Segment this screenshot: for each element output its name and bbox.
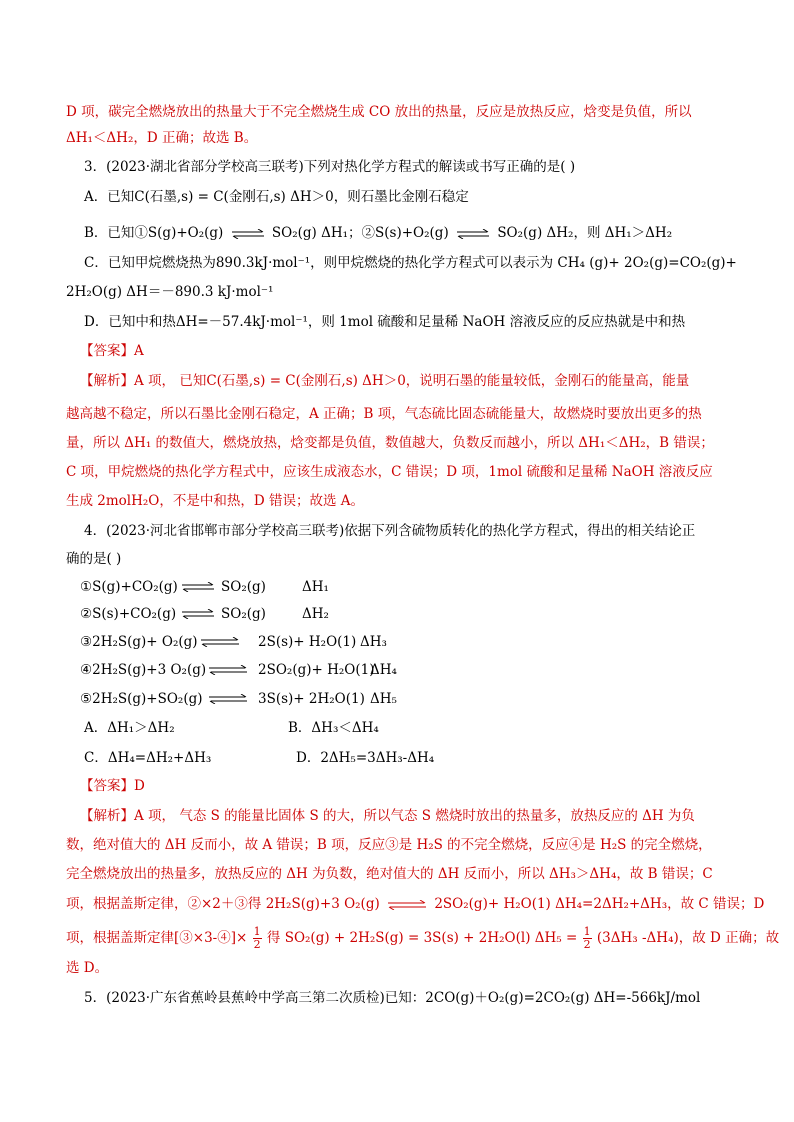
equilibrium-arrow-icon <box>387 900 427 910</box>
fraction-numerator: 1 <box>583 925 591 938</box>
q4-explanation-line6: 选 D。 <box>66 960 109 976</box>
equilibrium-arrow-icon <box>200 637 240 647</box>
q3-explanation-line2: 越高越不稳定，所以石墨比金刚石稳定，A 正确；B 项，气态硫比固态硫能量大，故燃烧时要放出更多的热 <box>66 406 702 422</box>
q4-options-row2 <box>0 747 794 769</box>
q3-answer: 【答案】A <box>80 343 144 359</box>
q4-explanation-line2: 数，绝对值大的 ΔH 反而小，故 A 错误；B 项，反应③是 H₂S 的不完全燃烧，反应④是 H₂S 的完全燃烧， <box>66 837 712 853</box>
q4-eq2-enthalpy: ΔH₂ <box>302 606 329 622</box>
q3-explanation-line5: 生成 2molH₂O，不是中和热，D 错误；故选 A。 <box>66 493 365 509</box>
q4-equation-5 <box>0 686 794 712</box>
fraction-denominator: 2 <box>253 938 261 951</box>
q4-exp5-left: 项，根据盖斯定律[③×3-④]× <box>66 930 248 946</box>
equilibrium-arrow-icon <box>456 229 490 239</box>
q4-equation-1 <box>0 574 794 600</box>
q4-explanation-line1: 【解析】A 项， 气态 S 的能量比固体 S 的大，所以气态 S 燃烧时放出的热量多，放热反应的 ΔH 为负 <box>80 808 695 824</box>
q3-explanation-line3: 量，所以 ΔH₁ 的数值大，燃烧放热，焓变都是负值，数值越大，负数反而越小，所以 ΔH₁＜ΔH₂，B 错误； <box>66 435 714 451</box>
equilibrium-arrow-icon <box>231 229 265 239</box>
q4-eq1-reactants: ①S(g)+CO₂(g) <box>80 579 178 595</box>
q4-eq5-reactants: ⑤2H₂S(g)+SO₂(g) <box>80 691 203 707</box>
q4-option-c: C．ΔH₄=ΔH₂+ΔH₃ <box>84 750 212 766</box>
q4-answer: 【答案】D <box>80 778 145 794</box>
q3-explanation-line1: 【解析】A 项， 已知C(石墨,s) = C(金刚石,s) ΔH＞0，说明石墨的能量较低，金刚石的能量高，能量 <box>80 373 690 389</box>
q4-explanation-line5 <box>0 924 794 952</box>
q4-exp5-middle: 得 SO₂(g) + 2H₂S(g) = 3S(s) + 2H₂O(l) ΔH₅ = <box>266 930 578 946</box>
q4-stem-line2: 确的是( ) <box>66 551 122 567</box>
equilibrium-arrow-icon <box>181 582 215 592</box>
q4-eq5-enthalpy: ΔH₅ <box>370 691 397 707</box>
q3-option-b-right: SO₂(g) ΔH₂，则 ΔH₁＞ΔH₂ <box>497 225 673 241</box>
equilibrium-arrow-icon <box>208 694 248 704</box>
q3-stem: 3．(2023·湖北省部分学校高三联考)下列对热化学方程式的解读或书写正确的是( ) <box>84 159 576 175</box>
q4-option-d: D．2ΔH₅=3ΔH₃-ΔH₄ <box>296 750 435 766</box>
q4-equation-2 <box>0 601 794 627</box>
equilibrium-arrow-icon <box>181 609 215 619</box>
fraction-one-half <box>583 926 592 951</box>
q4-stem-line1: 4．(2023·河北省邯郸市部分学校高三联考)依据下列含硫物质转化的热化学方程式，得出的相关结论正 <box>84 523 696 539</box>
q4-eq4-reactants: ④2H₂S(g)+3 O₂(g) <box>80 662 207 678</box>
q3-option-b-left: B．已知①S(g)+O₂(g) <box>84 225 224 241</box>
q4-eq1-products: SO₂(g) <box>221 579 266 595</box>
q4-explanation-line3: 完全燃烧放出的热量多，放热反应的 ΔH 为负数，绝对值大的 ΔH 反而小，所以 ΔH₃＞ΔH₄，故 B 错误；C <box>66 866 713 882</box>
q4-exp5-right: (3ΔH₃ -ΔH₄)，故 D 正确；故 <box>596 930 780 946</box>
q3-option-a: A．已知C(石墨,s) = C(金刚石,s) ΔH＞0，则石墨比金刚石稳定 <box>84 189 469 205</box>
fraction-one-half <box>253 926 262 951</box>
q4-equation-3 <box>0 629 794 655</box>
q3-option-b <box>0 222 794 244</box>
q4-eq4-enthalpy: ΔH₄ <box>370 662 397 678</box>
q4-eq5-products: 3S(s)+ 2H₂O(1) <box>258 691 365 707</box>
q4-options-row1 <box>0 717 794 739</box>
equilibrium-arrow-icon <box>208 665 248 675</box>
fraction-denominator: 2 <box>583 938 591 951</box>
q4-exp4-left: 项，根据盖斯定律，②×2＋③得 2H₂S(g)+3 O₂(g) <box>66 896 380 912</box>
q4-explanation-line4 <box>0 893 794 915</box>
q5-stem: 5．(2023·广东省蕉岭县蕉岭中学高三第二次质检)已知：2CO(g)＋O₂(g)=2CO₂(g) ΔH=-566kJ/mol <box>84 990 701 1006</box>
q4-equation-4 <box>0 657 794 683</box>
q3-option-c-line1: C．已知甲烷燃烧热为890.3kJ·mol⁻¹，则甲烷燃烧的热化学方程式可以表示为 CH₄ (g)+ 2O₂(g)=CO₂(g)+ <box>84 255 737 271</box>
q2-explanation-line2: ΔH₁＜ΔH₂，D 正确；故选 B。 <box>66 130 258 146</box>
q4-exp4-right: 2SO₂(g)+ H₂O(1) ΔH₄=2ΔH₂+ΔH₃，故 C 错误；D <box>434 896 765 912</box>
q4-eq1-enthalpy: ΔH₁ <box>302 579 329 595</box>
q3-option-d: D．已知中和热ΔH=－57.4kJ·mol⁻¹，则 1mol 硫酸和足量稀 NaOH 溶液反应的反应热就是中和热 <box>84 314 686 330</box>
q4-eq4-products: 2SO₂(g)+ H₂O(1) <box>258 662 375 678</box>
q3-explanation-line4: C 项，甲烷燃烧的热化学方程式中，应该生成液态水，C 错误；D 项，1mol 硫酸和足量稀 NaOH 溶液反应 <box>66 464 713 480</box>
fraction-numerator: 1 <box>253 925 261 938</box>
q2-explanation-line1: D 项，碳完全燃烧放出的热量大于不完全燃烧生成 CO 放出的热量，反应是放热反应，焓变是负值，所以 <box>66 104 692 120</box>
q4-eq2-reactants: ②S(s)+CO₂(g) <box>80 606 177 622</box>
q4-eq3-reactants: ③2H₂S(g)+ O₂(g) <box>80 634 198 650</box>
q4-option-b: B．ΔH₃＜ΔH₄ <box>288 720 379 736</box>
q3-option-c-line2: 2H₂O(g) ΔH＝－890.3 kJ·mol⁻¹ <box>66 284 274 300</box>
q4-eq2-products: SO₂(g) <box>221 606 266 622</box>
q4-option-a: A．ΔH₁＞ΔH₂ <box>84 720 175 736</box>
q4-eq3-products: 2S(s)+ H₂O(1) <box>258 634 357 650</box>
q3-option-b-middle: SO₂(g) ΔH₁；②S(s)+O₂(g) <box>271 225 449 241</box>
q4-eq3-enthalpy: ΔH₃ <box>360 634 387 650</box>
